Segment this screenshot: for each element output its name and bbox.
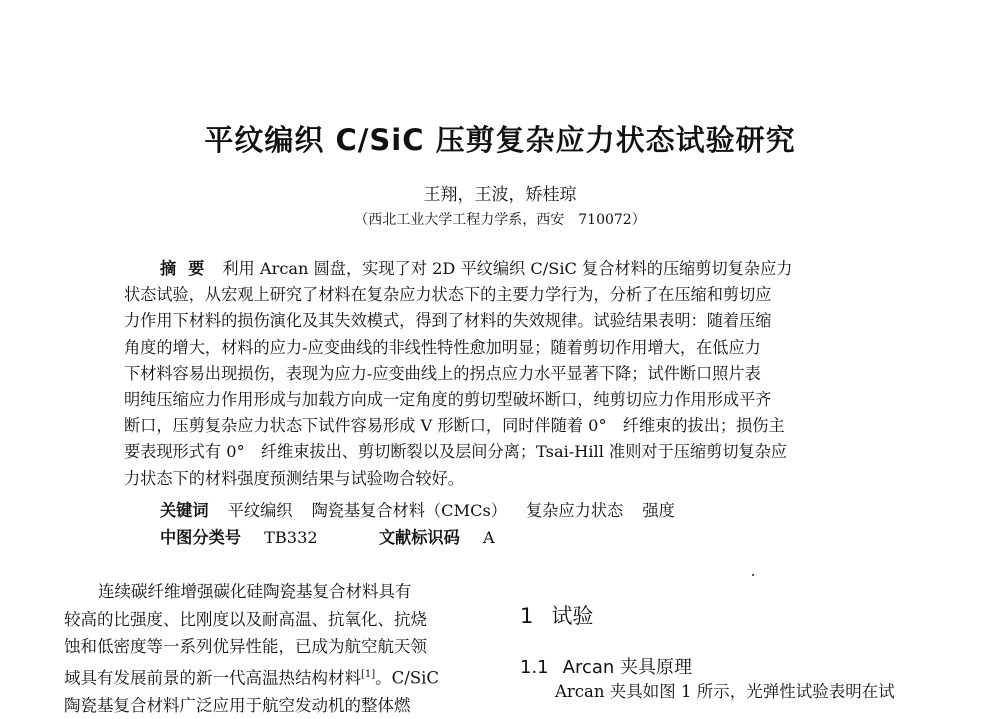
- intro-line: 连续碳纤维增强碳化硅陶瓷基复合材料具有: [64, 578, 484, 606]
- intro-line: 蚀和低密度等一系列优异性能，已成为航空航天领: [64, 633, 484, 661]
- authors: 王翔，王波，矫桂琼: [0, 180, 1000, 205]
- keywords: [160, 497, 689, 521]
- intro-paragraph: [64, 578, 484, 719]
- abstract-text: 利用 Arcan 圆盘，实现了对 2D 平纹编织 C/SiC 复合材料的压缩剪切复杂应力: [222, 259, 792, 278]
- citation: [1]: [361, 669, 375, 680]
- abstract-line: 要表现形式有 0° 纤维束拔出、剪切断裂以及层间分离；Tsai-Hill 准则对于压缩剪切复杂应: [124, 439, 894, 465]
- abstract-line: 角度的增大，材料的应力-应变曲线的非线性特性愈加明显；随着剪切作用增大，在低应力: [124, 335, 894, 361]
- section-number: 1: [520, 604, 533, 628]
- abstract-line: 力状态下的材料强度预测结果与试验吻合较好。: [124, 466, 894, 492]
- clc-label: 中图分类号: [160, 528, 241, 547]
- intro-line: 陶瓷基复合材料广泛应用于航空发动机的整体燃: [64, 692, 484, 719]
- classification: [160, 524, 513, 548]
- abstract-line: 明纯压缩应力作用形成与加载方向成一定角度的剪切型破坏断口，纯剪切应力作用形成平齐: [124, 387, 894, 413]
- doc-code-label: 文献标识码: [379, 528, 460, 547]
- abstract-line: 状态试验，从宏观上研究了材料在复杂应力状态下的主要力学行为，分析了在压缩和剪切应: [124, 282, 894, 308]
- intro-text: 域具有发展前景的新一代高温热结构材料: [64, 668, 361, 687]
- keyword: 平纹编织: [228, 501, 293, 520]
- section-heading: [520, 600, 593, 630]
- abstract-line: 力作用下材料的损伤演化及其失效模式，得到了材料的失效规律。试验结果表明：随着压缩: [124, 308, 894, 334]
- section-text: Arcan 夹具如图 1 所示，光弹性试验表明在试: [555, 678, 895, 702]
- intro-line: [64, 661, 484, 692]
- speck: [752, 574, 754, 576]
- abstract-line: 下材料容易出现损伤，表现为应力-应变曲线上的拐点应力水平显著下降；试件断口照片表: [124, 361, 894, 387]
- affiliation: （西北工业大学工程力学系，西安 710072）: [0, 209, 1000, 229]
- abstract-tag: 摘要: [160, 259, 216, 278]
- subsection-number: 1.1: [520, 657, 549, 678]
- paper-title: 平纹编织 C/SiC 压剪复杂应力状态试验研究: [0, 118, 1000, 159]
- intro-line: 较高的比强度、比刚度以及耐高温、抗氧化、抗烧: [64, 606, 484, 634]
- keyword: 陶瓷基复合材料（CMCs）: [312, 501, 507, 520]
- subsection-heading: [520, 653, 692, 679]
- keywords-label: 关键词: [160, 501, 209, 520]
- section-title: 试验: [551, 604, 593, 628]
- abstract-line: [124, 256, 894, 282]
- intro-text: 。C/SiC: [375, 668, 439, 687]
- keyword: 强度: [642, 501, 674, 520]
- subsection-title: Arcan 夹具原理: [563, 657, 692, 678]
- abstract-line: 断口，压剪复杂应力状态下试件容易形成 V 形断口，同时伴随着 0° 纤维束的拔出；损伤主: [124, 413, 894, 439]
- doc-code-value: A: [483, 528, 495, 547]
- abstract: [124, 256, 894, 492]
- keyword: 复杂应力状态: [526, 501, 623, 520]
- clc-value: TB332: [264, 528, 318, 547]
